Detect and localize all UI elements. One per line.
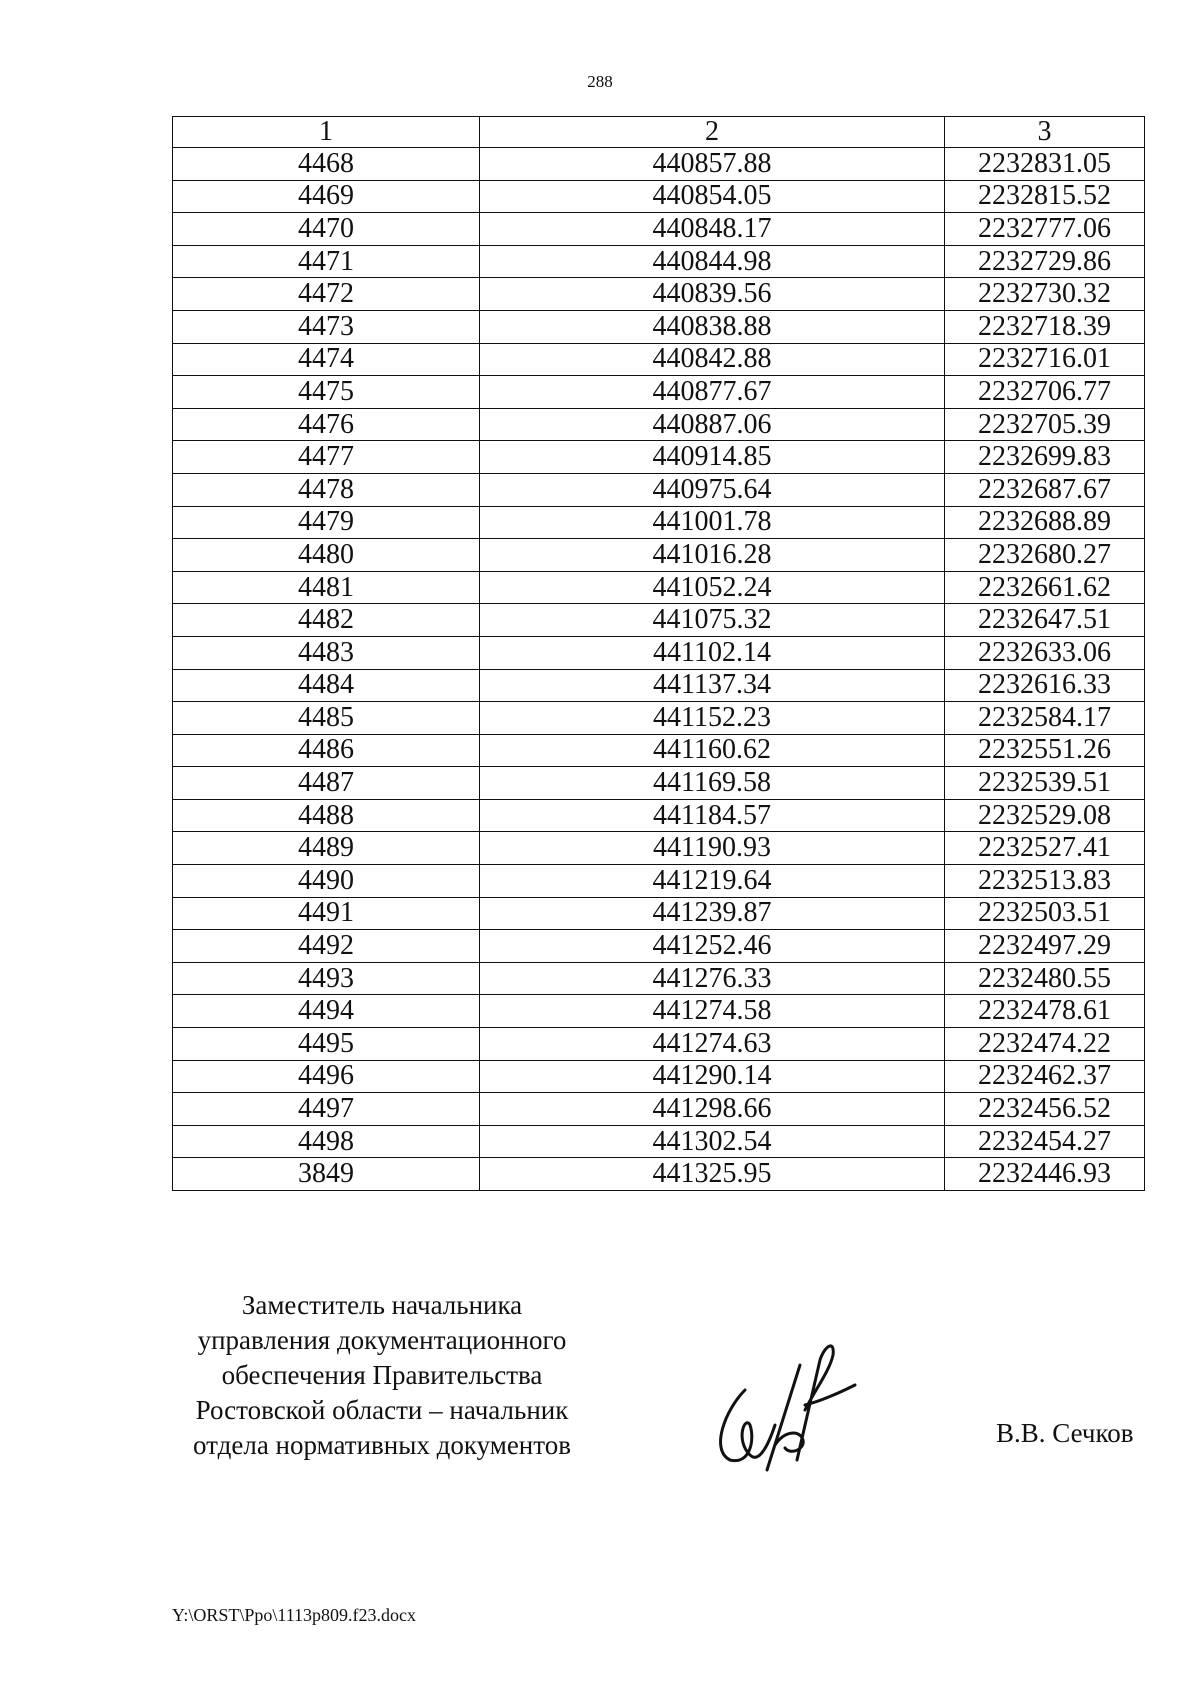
x-coordinate-cell: 440838.88 <box>480 310 945 343</box>
point-number-cell: 4482 <box>173 604 480 637</box>
coordinates-table <box>172 116 1145 1191</box>
point-number-cell: 4489 <box>173 832 480 865</box>
table-row <box>173 767 1145 800</box>
table-row <box>173 604 1145 637</box>
x-coordinate-cell: 441290.14 <box>480 1060 945 1093</box>
table-row <box>173 832 1145 865</box>
table-row <box>173 930 1145 963</box>
point-number-cell: 3849 <box>173 1158 480 1191</box>
table-row <box>173 1158 1145 1191</box>
x-coordinate-cell: 441001.78 <box>480 506 945 539</box>
table-header-row <box>173 117 1145 148</box>
table-body <box>173 148 1145 1191</box>
table-row <box>173 408 1145 441</box>
point-number-cell: 4481 <box>173 571 480 604</box>
table-row <box>173 539 1145 572</box>
x-coordinate-cell: 441075.32 <box>480 604 945 637</box>
x-coordinate-cell: 441298.66 <box>480 1093 945 1126</box>
x-coordinate-cell: 440854.05 <box>480 180 945 213</box>
point-number-cell: 4479 <box>173 506 480 539</box>
point-number-cell: 4488 <box>173 799 480 832</box>
table-row <box>173 669 1145 702</box>
y-coordinate-cell: 2232647.51 <box>945 604 1145 637</box>
x-coordinate-cell: 440848.17 <box>480 213 945 246</box>
y-coordinate-cell: 2232706.77 <box>945 376 1145 409</box>
point-number-cell: 4471 <box>173 245 480 278</box>
y-coordinate-cell: 2232815.52 <box>945 180 1145 213</box>
x-coordinate-cell: 441152.23 <box>480 702 945 735</box>
y-coordinate-cell: 2232539.51 <box>945 767 1145 800</box>
point-number-cell: 4498 <box>173 1125 480 1158</box>
handwritten-signature <box>705 1330 865 1480</box>
point-number-cell: 4476 <box>173 408 480 441</box>
y-coordinate-cell: 2232729.86 <box>945 245 1145 278</box>
table-row <box>173 865 1145 898</box>
x-coordinate-cell: 441052.24 <box>480 571 945 604</box>
table-row <box>173 1028 1145 1061</box>
table-row <box>173 962 1145 995</box>
x-coordinate-cell: 441276.33 <box>480 962 945 995</box>
point-number-cell: 4472 <box>173 278 480 311</box>
x-coordinate-cell: 441169.58 <box>480 767 945 800</box>
signatory-title-line: Заместитель начальника <box>241 1290 523 1320</box>
y-coordinate-cell: 2232527.41 <box>945 832 1145 865</box>
table-row <box>173 473 1145 506</box>
table-row <box>173 278 1145 311</box>
point-number-cell: 4478 <box>173 473 480 506</box>
x-coordinate-cell: 441190.93 <box>480 832 945 865</box>
table-row <box>173 376 1145 409</box>
y-coordinate-cell: 2232529.08 <box>945 799 1145 832</box>
y-coordinate-cell: 2232584.17 <box>945 702 1145 735</box>
x-coordinate-cell: 441016.28 <box>480 539 945 572</box>
y-coordinate-cell: 2232699.83 <box>945 441 1145 474</box>
x-coordinate-cell: 441239.87 <box>480 897 945 930</box>
y-coordinate-cell: 2232616.33 <box>945 669 1145 702</box>
point-number-cell: 4496 <box>173 1060 480 1093</box>
column-header-2: 2 <box>480 117 945 148</box>
y-coordinate-cell: 2232474.22 <box>945 1028 1145 1061</box>
table-row <box>173 571 1145 604</box>
y-coordinate-cell: 2232716.01 <box>945 343 1145 376</box>
table-row <box>173 441 1145 474</box>
x-coordinate-cell: 440877.67 <box>480 376 945 409</box>
point-number-cell: 4491 <box>173 897 480 930</box>
x-coordinate-cell: 440975.64 <box>480 473 945 506</box>
table-row <box>173 897 1145 930</box>
point-number-cell: 4468 <box>173 148 480 181</box>
column-header-3: 3 <box>945 117 1145 148</box>
table-row <box>173 995 1145 1028</box>
x-coordinate-cell: 440887.06 <box>480 408 945 441</box>
x-coordinate-cell: 441219.64 <box>480 865 945 898</box>
y-coordinate-cell: 2232480.55 <box>945 962 1145 995</box>
y-coordinate-cell: 2232503.51 <box>945 897 1145 930</box>
point-number-cell: 4497 <box>173 1093 480 1126</box>
y-coordinate-cell: 2232661.62 <box>945 571 1145 604</box>
signatory-title <box>172 1288 592 1463</box>
x-coordinate-cell: 441160.62 <box>480 734 945 767</box>
x-coordinate-cell: 441184.57 <box>480 799 945 832</box>
point-number-cell: 4470 <box>173 213 480 246</box>
x-coordinate-cell: 440839.56 <box>480 278 945 311</box>
point-number-cell: 4477 <box>173 441 480 474</box>
point-number-cell: 4493 <box>173 962 480 995</box>
y-coordinate-cell: 2232513.83 <box>945 865 1145 898</box>
x-coordinate-cell: 440857.88 <box>480 148 945 181</box>
point-number-cell: 4484 <box>173 669 480 702</box>
point-number-cell: 4486 <box>173 734 480 767</box>
y-coordinate-cell: 2232456.52 <box>945 1093 1145 1126</box>
point-number-cell: 4480 <box>173 539 480 572</box>
signatory-title-line: отдела нормативных документов <box>193 1430 571 1460</box>
x-coordinate-cell: 441325.95 <box>480 1158 945 1191</box>
y-coordinate-cell: 2232446.93 <box>945 1158 1145 1191</box>
point-number-cell: 4474 <box>173 343 480 376</box>
signatory-title-line: обеспечения Правительства <box>221 1360 543 1390</box>
y-coordinate-cell: 2232633.06 <box>945 636 1145 669</box>
y-coordinate-cell: 2232831.05 <box>945 148 1145 181</box>
table-row <box>173 148 1145 181</box>
x-coordinate-cell: 440842.88 <box>480 343 945 376</box>
y-coordinate-cell: 2232478.61 <box>945 995 1145 1028</box>
y-coordinate-cell: 2232688.89 <box>945 506 1145 539</box>
y-coordinate-cell: 2232687.67 <box>945 473 1145 506</box>
point-number-cell: 4494 <box>173 995 480 1028</box>
page-number: 288 <box>587 72 613 91</box>
table-row <box>173 245 1145 278</box>
x-coordinate-cell: 441137.34 <box>480 669 945 702</box>
y-coordinate-cell: 2232497.29 <box>945 930 1145 963</box>
signer-name: В.В. Сечков <box>996 1418 1134 1448</box>
signatory-title-line: управления документационного <box>197 1325 567 1355</box>
table-row <box>173 734 1145 767</box>
table-row <box>173 1060 1145 1093</box>
x-coordinate-cell: 440844.98 <box>480 245 945 278</box>
point-number-cell: 4487 <box>173 767 480 800</box>
table-row <box>173 799 1145 832</box>
signatory-title-line: Ростовской области – начальник <box>195 1395 569 1425</box>
x-coordinate-cell: 440914.85 <box>480 441 945 474</box>
table-row <box>173 636 1145 669</box>
point-number-cell: 4469 <box>173 180 480 213</box>
point-number-cell: 4475 <box>173 376 480 409</box>
y-coordinate-cell: 2232705.39 <box>945 408 1145 441</box>
point-number-cell: 4473 <box>173 310 480 343</box>
column-header-1: 1 <box>173 117 480 148</box>
y-coordinate-cell: 2232777.06 <box>945 213 1145 246</box>
x-coordinate-cell: 441252.46 <box>480 930 945 963</box>
point-number-cell: 4490 <box>173 865 480 898</box>
table-row <box>173 310 1145 343</box>
table-row <box>173 213 1145 246</box>
x-coordinate-cell: 441274.63 <box>480 1028 945 1061</box>
x-coordinate-cell: 441302.54 <box>480 1125 945 1158</box>
table-row <box>173 1093 1145 1126</box>
y-coordinate-cell: 2232730.32 <box>945 278 1145 311</box>
point-number-cell: 4492 <box>173 930 480 963</box>
table-row <box>173 506 1145 539</box>
point-number-cell: 4485 <box>173 702 480 735</box>
y-coordinate-cell: 2232718.39 <box>945 310 1145 343</box>
y-coordinate-cell: 2232454.27 <box>945 1125 1145 1158</box>
table-row <box>173 702 1145 735</box>
x-coordinate-cell: 441274.58 <box>480 995 945 1028</box>
y-coordinate-cell: 2232551.26 <box>945 734 1145 767</box>
point-number-cell: 4495 <box>173 1028 480 1061</box>
table-row <box>173 1125 1145 1158</box>
y-coordinate-cell: 2232462.37 <box>945 1060 1145 1093</box>
x-coordinate-cell: 441102.14 <box>480 636 945 669</box>
table-row <box>173 180 1145 213</box>
table-row <box>173 343 1145 376</box>
file-path: Y:\ORST\Ppo\1113p809.f23.docx <box>172 1605 417 1625</box>
y-coordinate-cell: 2232680.27 <box>945 539 1145 572</box>
point-number-cell: 4483 <box>173 636 480 669</box>
